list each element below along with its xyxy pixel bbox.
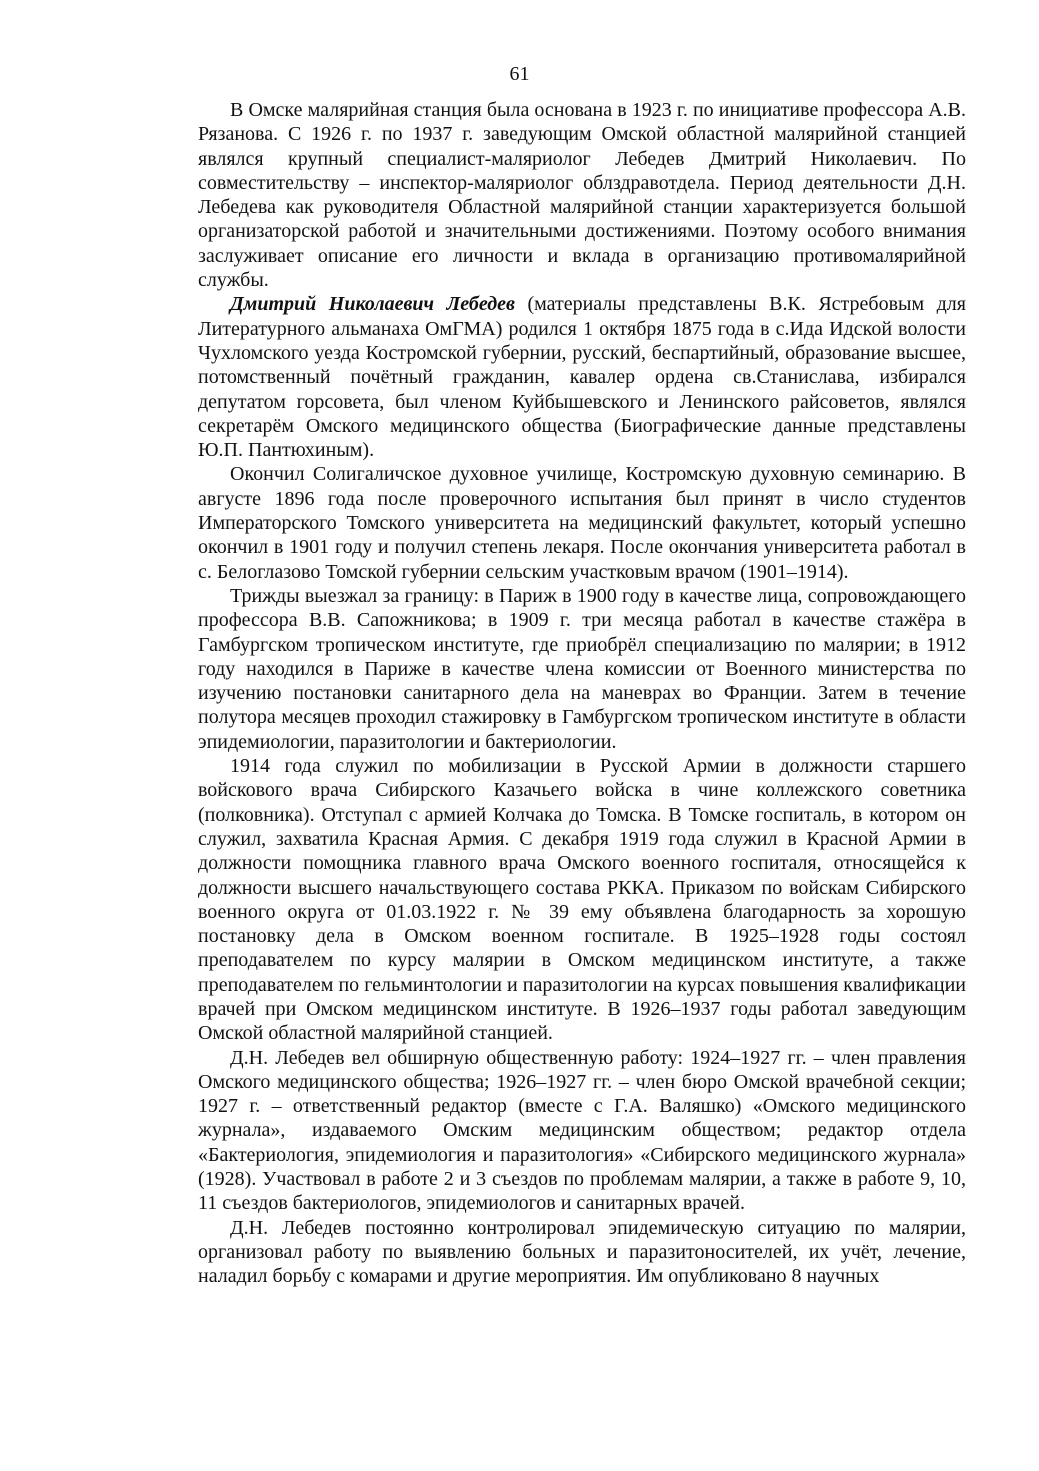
paragraph [198, 1046, 966, 1216]
paragraph-text: Д.Н. Лебедев вел обширную общественную работу: 1924–1927 гг. – член правления Омского медицинского общества; 1926–1927 гг. – член бюро Омской врачебной секции; 1927 г. – ответственный редактор (вместе с Г.А. Валяшко) «Омского медицинского журнала», издаваемого Омским медицинским обществом; редактор отдела «Бактериология, эпидемиология и паразитология» «Сибирского медицинского журнала» (1928). Участвовал в работе 2 и 3 съездов по проблемам малярии, а также в работе 9, 10, 11 съездов бактериологов, эпидемиологов и санитарных врачей. [198, 1046, 966, 1215]
paragraph [198, 1216, 966, 1289]
person-name-emphasis: Дмитрий Николаевич Лебедев [230, 293, 515, 316]
paragraph-text: Окончил Солигаличское духовное училище, Костромскую духовную семинарию. В августе 1896 года после проверочного испытания был принят в число студентов Императорского Томского университета на медицинский факультет, который успешно окончил в 1901 году и получил степень лекаря. После окончания университета работал в с. Белоглазово Томской губернии сельским участковым врачом (1901–1914). [198, 463, 966, 583]
page-number: 61 [509, 63, 530, 85]
paragraph-text: В Омске малярийная станция была основана в 1923 г. по инициативе профессора А.В. Рязанова. С 1926 г. по 1937 г. заведующим Омской областной малярийной станцией являлся крупный специалист-маляриолог Лебедев Дмитрий Николаевич. По совместительству – инспектор-маляриолог облздравотдела. Период деятельности Д.Н. Лебедева как руководителя Областной малярийной станции характеризуется большой организаторской работой и значительными достижениями. Поэтому особого внимания заслуживает описание его личности и вклада в организацию противомалярийной службы. [198, 99, 966, 292]
document-body [198, 98, 966, 1289]
paragraph [198, 462, 966, 583]
paragraph [198, 98, 966, 292]
paragraph [198, 754, 966, 1046]
paragraph-text: Трижды выезжал за границу: в Париж в 1900 году в качестве лица, сопровождающего профессора В.В. Сапожникова; в 1909 г. три месяца работал в качестве стажёра в Гамбургском тропическом институте, где приобрёл специализацию по малярии; в 1912 году находился в Париже в качестве члена комиссии от Военного министерства по изучению постановки санитарного дела на маневрах во Франции. Затем в течение полутора месяцев проходил стажировку в Гамбургском тропическом институте в области эпидемиологии, паразитологии и бактериологии. [198, 584, 966, 753]
paragraph-text: Д.Н. Лебедев постоянно контролировал эпидемическую ситуацию по малярии, организовал работу по выявлению больных и паразитоносителей, их учёт, лечение, наладил борьбу с комарами и другие мероприятия. Им опубликовано 8 научных [198, 1216, 966, 1288]
paragraph-text: 1914 года служил по мобилизации в Русской Армии в должности старшего войскового врача Сибирского Казачьего войска в чине коллежского советника (полковника). Отступал с армией Колчака до Томска. В Томске госпиталь, в котором он служил, захватила Красная Армия. С декабря 1919 года служил в Красной Армии в должности помощника главного врача Омского военного госпиталя, относящейся к должности высшего начальствующего состава РККА. Приказом по войскам Сибирского военного округа от 01.03.1922 г. № 39 ему объявлена благодарность за хорошую постановку дела в Омском военном госпитале. В 1925–1928 годы состоял преподавателем по курсу малярии в Омском медицинском институте, а также преподавателем по гельминтологии и паразитологии на курсах повышения квалификации врачей при Омском медицинском институте. В 1926–1937 годы работал заведующим Омской областной малярийной станцией. [198, 755, 966, 1045]
paragraph-text: (материалы представлены В.К. Ястребовым для Литературного альманаха ОмГМА) родился 1 октября 1875 года в с.Ида Идской волости Чухломского уезда Костромской губернии, русский, беспартийный, образование высшее, потомственный почётный гражданин, кавалер ордена св.Станислава, избирался депутатом горсовета, был членом Куйбышевского и Ленинского райсоветов, являлся секретарём Омского медицинского общества (Биографические данные представлены Ю.П. Пантюхиным). [198, 293, 966, 462]
paragraph [198, 292, 966, 462]
paragraph [198, 584, 966, 754]
